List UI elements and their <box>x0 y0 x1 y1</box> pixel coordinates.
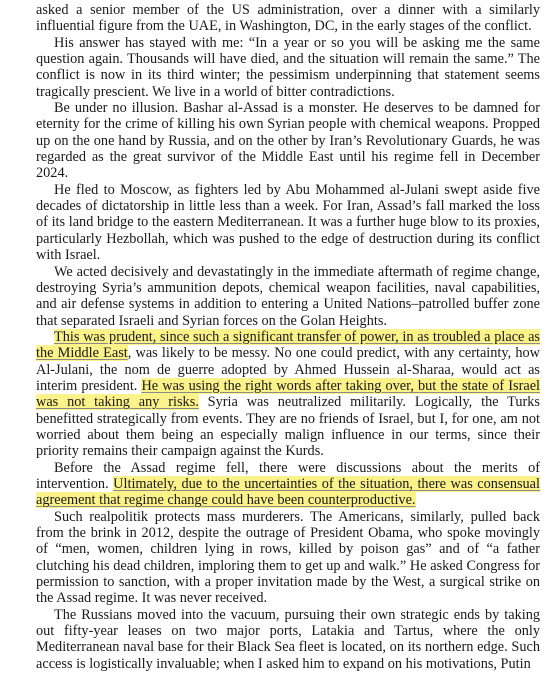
body-text: The Russians moved into the vacuum, pursuing their own strategic ends by taking out fifty-year leases on two major ports, Latakia and Tartus, where the only Mediterranean naval base for their Black Sea fleet is located, on its northern edge. Such access is logistically invaluable; when I asked him to expand on his motivations, Putin <box>36 606 540 672</box>
paragraph <box>36 100 540 182</box>
paragraph <box>36 607 540 672</box>
paragraph <box>36 329 540 460</box>
body-text: , was likely to be messy. No one could predict, with any certainty, how Al-Julani, the nom de guerre adopted by Ahmed Hussein al-Sharaa, would act as interim president. <box>36 345 540 394</box>
paragraph <box>36 460 540 509</box>
paragraph <box>36 264 540 329</box>
body-text: He fled to Moscow, as fighters led by Abu Mohammed al-Julani swept aside five decades of dictatorship in little less than a week. For Iran, Assad’s fall marked the loss of its land bridge to the eastern Mediterranean. It was a further huge blow to its proxies, particularly Hezbollah, which was pushed to the edge of destruction during its conflict with Israel. <box>36 181 540 264</box>
paragraph <box>36 509 540 607</box>
body-text: asked a senior member of the US administration, over a dinner with a similarly influential figure from the UAE, in Washington, DC, in the early stages of the conflict. <box>36 2 540 35</box>
body-text: His answer has stayed with me: “In a year or so you will be asking me the same question again. Thousands will have died, and the situation will remain the same.” The conflict is now in its third winter; the pessimism underpinning that statement seems tragically prescient. We live in a world of bitter contradictions. <box>36 34 540 100</box>
body-text: Be under no illusion. Bashar al-Assad is a monster. He deserves to be damned for eternity for the crime of killing his own Syrian people with chemical weapons. Propped up on the one hand by Russia, and on the other by Iran’s Revolutionary Guards, he was regarded as the great survivor of the Middle East until his regime fell in December 2024. <box>36 100 540 182</box>
highlighted-text[interactable]: He was using the right words after taking over, but the state of Israel was not taking any risks. <box>36 377 541 411</box>
body-text: Before the Assad regime fell, there were discussions about the merits of intervention. <box>36 459 540 492</box>
body-text: Syria was neutralized militarily. Logically, the Turks benefitted strategically from events. They are no friends of Israel, but I, for one, am not worried about them being an especially malign influence in our terms, since their priority remains their campaign against the Kurds. <box>36 394 540 460</box>
highlighted-text[interactable]: This was prudent, since such a significant transfer of power, in as troubled a place as the Middle East <box>36 328 540 362</box>
body-text: Such realpolitik protects mass murderers. The Americans, similarly, pulled back from the brink in 2012, despite the outrage of President Obama, who spoke movingly of “men, women, children lying in rows, killed by poison gas” and of “a father clutching his dead children, imploring them to get up and walk.” He asked Congress for permission to sanction, with a proper invitation made by the West, a surgical strike on the Assad regime. It was never received. <box>36 508 540 607</box>
highlighted-text[interactable]: Ultimately, due to the uncertainties of the situation, there was consensual agreement that regime change could have been counterproductive. <box>36 475 540 509</box>
paragraph <box>36 2 540 35</box>
body-text: We acted decisively and devastatingly in the immediate aftermath of regime change, destroying Syria’s ammunition depots, chemical weapon facilities, naval capabilities, and air defense systems in addition to entering a United Nations–patrolled buffer zone that separated Israeli and Syrian forces on the Golan Heights. <box>36 263 540 329</box>
paragraph <box>36 35 540 100</box>
paragraph <box>36 182 540 264</box>
